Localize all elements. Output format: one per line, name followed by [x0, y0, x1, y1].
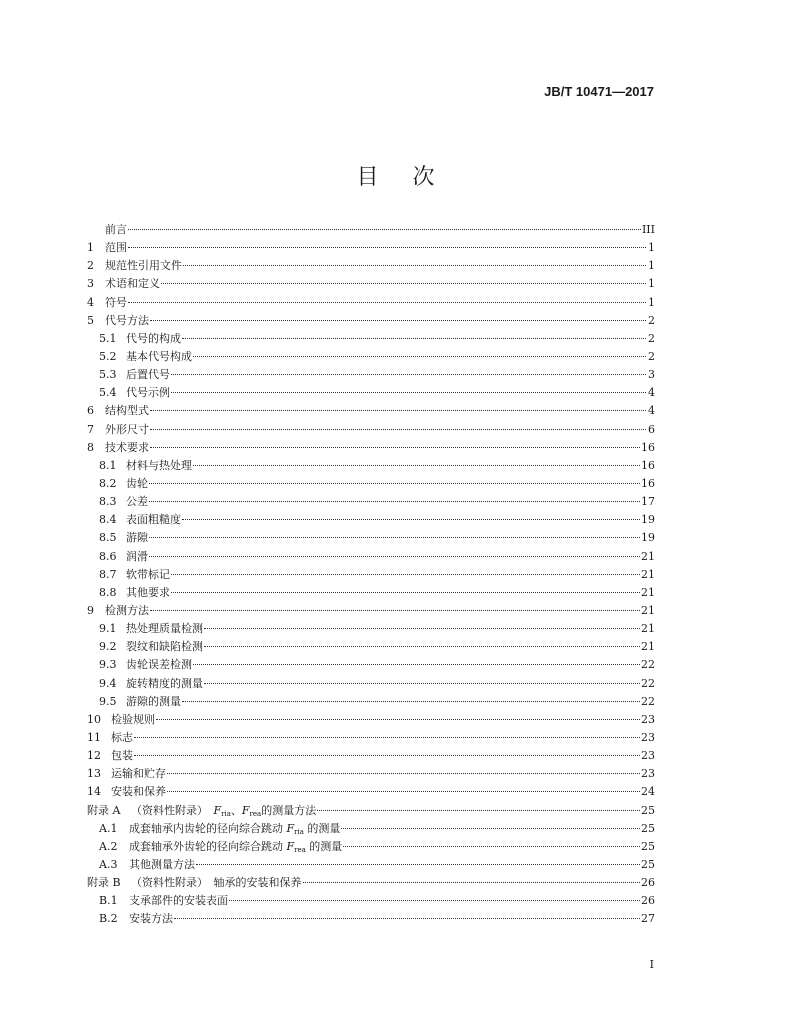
toc-entry[interactable] [87, 475, 655, 493]
toc-entry-title: 齿轮误差检测 [126, 658, 192, 672]
dot-leader [182, 519, 640, 520]
toc-entry[interactable] [87, 239, 655, 257]
toc-entry-number: 8.2 [99, 476, 117, 490]
toc-entry[interactable] [87, 783, 655, 801]
dot-leader [149, 556, 640, 557]
page-number: I [649, 958, 654, 971]
toc-entry[interactable] [87, 366, 655, 384]
toc-entry-page: 21 [641, 567, 655, 581]
toc-entry[interactable] [87, 421, 655, 439]
dot-leader [303, 882, 641, 883]
toc-entry-title: 范围 [105, 241, 127, 255]
dot-leader [171, 574, 640, 575]
dot-leader [150, 410, 646, 411]
toc-entry-title: 结构型式 [105, 404, 149, 418]
toc-entry-page: 23 [641, 749, 655, 763]
toc-entry-page: 6 [648, 422, 655, 436]
toc-entry-number: A.3 [99, 857, 118, 871]
toc-entry-number: 5.4 [99, 386, 117, 400]
toc-entry-title: 检验规则 [111, 712, 155, 726]
toc-entry[interactable] [87, 638, 655, 656]
toc-entry-page: 16 [641, 476, 655, 490]
toc-entry-number: 9 [87, 603, 94, 617]
toc-entry-title: 代号示例 [126, 386, 170, 400]
toc-entry-page: 16 [641, 458, 655, 472]
dot-leader [171, 374, 646, 375]
toc-entry-number: 4 [87, 295, 94, 309]
toc-entry-number: 7 [87, 422, 94, 436]
toc-entry[interactable] [87, 457, 655, 475]
toc-entry-number: B.1 [99, 894, 118, 908]
dot-leader [204, 628, 640, 629]
toc-entry-title: 游隙 [126, 531, 148, 545]
toc-entry-title: 符号 [105, 295, 127, 309]
toc-entry-page: 23 [641, 767, 655, 781]
toc-entry-title: 成套轴承内齿轮的径向综合跳动 $F_{ria}$ 的测量 [129, 821, 341, 836]
toc-entry-number: 1 [87, 241, 94, 255]
toc-entry[interactable] [87, 221, 655, 239]
toc-entry-title: 术语和定义 [105, 277, 160, 291]
dot-leader [128, 302, 646, 303]
toc-entry-title: 后置代号 [126, 368, 170, 382]
toc-entry-title: 技术要求 [105, 440, 149, 454]
toc-entry-title: 成套轴承外齿轮的径向综合跳动 $F_{rea}$ 的测量 [129, 839, 343, 854]
toc-entry-number: 2 [87, 259, 94, 273]
toc-entry[interactable] [87, 693, 655, 711]
dot-leader [182, 338, 646, 339]
dot-leader [150, 610, 640, 611]
dot-leader [171, 592, 640, 593]
dot-leader [229, 900, 640, 901]
toc-entry-page: 24 [641, 785, 655, 799]
toc-entry-number: 8.8 [99, 585, 117, 599]
dot-leader [204, 646, 640, 647]
dot-leader [196, 864, 640, 865]
page-title: 目次 [356, 165, 469, 190]
toc-entry[interactable] [87, 747, 655, 765]
standard-code: JB/T 10471—2017 [544, 84, 654, 99]
toc-entry-title: 前言 [105, 223, 127, 236]
toc-entry-page: 26 [641, 894, 655, 908]
toc-entry[interactable] [87, 348, 655, 366]
toc-entry-number: A.2 [99, 839, 118, 853]
toc-entry-number: 附录 A [87, 803, 121, 817]
dot-leader [150, 320, 646, 321]
toc-entry[interactable] [87, 548, 655, 566]
toc-entry[interactable] [87, 892, 655, 910]
toc-entry-page: 1 [648, 277, 655, 291]
dot-leader [150, 429, 646, 430]
toc-entry-number: 9.5 [99, 694, 117, 708]
dot-leader [128, 229, 641, 230]
toc-entry-title: 齿轮 [126, 476, 148, 490]
dot-leader [171, 392, 646, 393]
toc-entry-page: 19 [641, 531, 655, 545]
toc-entry[interactable] [87, 675, 655, 693]
toc-entry-page: 1 [648, 295, 655, 309]
toc-entry[interactable] [87, 711, 655, 729]
dot-leader [156, 719, 640, 720]
toc-entry-title: 安装和保养 [111, 785, 166, 799]
toc-entry[interactable] [87, 566, 655, 584]
toc-entry-number: 9.1 [99, 622, 117, 636]
toc-entry-number: 8.3 [99, 495, 117, 509]
toc-entry[interactable] [87, 584, 655, 602]
toc-entry-title: 支承部件的安装表面 [129, 894, 228, 908]
toc-entry-page: 1 [648, 241, 655, 255]
toc-entry-page: 17 [641, 495, 655, 509]
toc-entry-page: 2 [648, 331, 655, 345]
dot-leader [134, 755, 640, 756]
dot-leader [149, 537, 640, 538]
dot-leader [193, 664, 640, 665]
toc-entry[interactable] [87, 856, 655, 874]
toc-entry-title: 规范性引用文件 [105, 259, 182, 273]
toc-entry-page: 21 [641, 549, 655, 563]
toc-entry-page: 4 [648, 404, 655, 418]
toc-entry-number: 5 [87, 313, 94, 327]
toc-entry-page: 25 [641, 839, 655, 853]
dot-leader [128, 247, 646, 248]
toc-entry-title: 外形尺寸 [105, 422, 149, 436]
toc-entry-page: 25 [641, 821, 655, 835]
toc-entry-page: 2 [648, 349, 655, 363]
toc-entry-number: 附录 B [87, 876, 121, 890]
dot-leader [134, 737, 640, 738]
toc-entry-page: 26 [641, 876, 655, 890]
toc-entry[interactable] [87, 729, 655, 747]
toc-entry-page: 22 [641, 694, 655, 708]
toc-entry-title: 检测方法 [105, 603, 149, 617]
dot-leader [149, 483, 640, 484]
toc-entry-title: （资料性附录） $F_{ria}$、$F_{rea}$的测量方法 [131, 803, 317, 818]
toc-entry-page: 22 [641, 658, 655, 672]
toc-entry-number: 11 [87, 730, 101, 744]
toc-entry-number: 8.5 [99, 531, 117, 545]
toc-entry-title: 代号方法 [105, 313, 149, 327]
toc-entry-page: 2 [648, 313, 655, 327]
toc-entry-number: 14 [87, 785, 101, 799]
toc-entry-number: 5.3 [99, 368, 117, 382]
toc-entry-page: 27 [641, 912, 655, 926]
dot-leader [150, 447, 640, 448]
dot-leader [341, 828, 640, 829]
toc-entry[interactable] [87, 802, 655, 820]
toc-entry-title: 安装方法 [129, 912, 173, 926]
toc-entry[interactable] [87, 765, 655, 783]
toc-entry-title: 代号的构成 [126, 331, 181, 345]
toc-entry-title: 裂纹和缺陷检测 [126, 640, 203, 654]
toc-entry-number: 5.2 [99, 349, 117, 363]
toc-entry-number: 8.4 [99, 513, 117, 527]
toc-entry[interactable] [87, 820, 655, 838]
toc-entry[interactable] [87, 294, 655, 312]
toc-entry[interactable] [87, 838, 655, 856]
toc-entry-title: 润滑 [126, 549, 148, 563]
toc-entry-title: 材料与热处理 [126, 458, 192, 472]
toc-entry-title: 旋转精度的测量 [126, 676, 203, 690]
toc-entry-page: 4 [648, 386, 655, 400]
toc-entry-title: 热处理质量检测 [126, 622, 203, 636]
toc-entry-number: 3 [87, 277, 94, 291]
toc-entry-page: 16 [641, 440, 655, 454]
toc-entry-page: 21 [641, 585, 655, 599]
toc-entry[interactable] [87, 312, 655, 330]
toc-entry-page: 19 [641, 513, 655, 527]
toc-entry-title: 其他测量方法 [129, 857, 195, 871]
toc-entry-title: 标志 [111, 730, 133, 744]
toc-entry-number: A.1 [99, 821, 118, 835]
toc-entry[interactable] [87, 602, 655, 620]
toc-entry[interactable] [87, 384, 655, 402]
toc-entry[interactable] [87, 656, 655, 674]
toc-entry-page: 25 [641, 803, 655, 817]
toc-entry-number: 9.3 [99, 658, 117, 672]
toc-entry-page: 1 [648, 259, 655, 273]
toc-entry[interactable] [87, 493, 655, 511]
toc-entry-title: 公差 [126, 495, 148, 509]
toc-entry-number: 8.1 [99, 458, 117, 472]
toc-entry[interactable] [87, 257, 655, 275]
toc-entry-page: 21 [641, 640, 655, 654]
dot-leader [182, 701, 640, 702]
toc-entry[interactable] [87, 874, 655, 892]
toc-entry-title: 基本代号构成 [126, 349, 192, 363]
toc-entry-number: 13 [87, 767, 101, 781]
toc-entry-title: 软带标记 [126, 567, 170, 581]
toc-entry[interactable] [87, 910, 655, 928]
dot-leader [204, 683, 640, 684]
toc-entry-page: 23 [641, 730, 655, 744]
toc-entry-page: 23 [641, 712, 655, 726]
dot-leader [167, 791, 640, 792]
toc-entry-page: 3 [648, 368, 655, 382]
toc-entry-page: 22 [641, 676, 655, 690]
dot-leader [183, 265, 646, 266]
toc-entry-number: B.2 [99, 912, 118, 926]
toc-entry[interactable] [87, 330, 655, 348]
toc-entry-title: 表面粗糙度 [126, 513, 181, 527]
dot-leader [193, 465, 640, 466]
toc-entry-page: 21 [641, 603, 655, 617]
toc-entry-title: 其他要求 [126, 585, 170, 599]
dot-leader [161, 283, 646, 284]
toc-entry-number: 10 [87, 712, 101, 726]
toc-entry-title: 运输和贮存 [111, 767, 166, 781]
dot-leader [193, 356, 646, 357]
toc-entry-page: III [641, 223, 655, 236]
toc-entry-title: （资料性附录） 轴承的安装和保养 [131, 876, 302, 890]
dot-leader [149, 501, 640, 502]
toc-entry[interactable] [87, 620, 655, 638]
toc-entry-page: 25 [641, 857, 655, 871]
dot-leader [174, 918, 640, 919]
toc-entry-title: 包装 [111, 749, 133, 763]
toc-entry-number: 12 [87, 749, 101, 763]
toc-entry-number: 8.6 [99, 549, 117, 563]
toc-entry[interactable] [87, 529, 655, 547]
toc-entry-number: 5.1 [99, 331, 117, 345]
toc-entry[interactable] [87, 275, 655, 293]
toc-entry[interactable] [87, 439, 655, 457]
toc-entry-number: 9.2 [99, 640, 117, 654]
table-of-contents [87, 221, 655, 928]
dot-leader [343, 846, 640, 847]
toc-entry-title: 游隙的测量 [126, 694, 181, 708]
toc-entry-number: 8 [87, 440, 94, 454]
toc-entry-page: 21 [641, 622, 655, 636]
dot-leader [167, 773, 640, 774]
toc-entry-number: 8.7 [99, 567, 117, 581]
toc-entry-number: 6 [87, 404, 94, 418]
toc-entry-number: 9.4 [99, 676, 117, 690]
toc-entry[interactable] [87, 511, 655, 529]
dot-leader [317, 810, 640, 811]
toc-entry[interactable] [87, 402, 655, 420]
